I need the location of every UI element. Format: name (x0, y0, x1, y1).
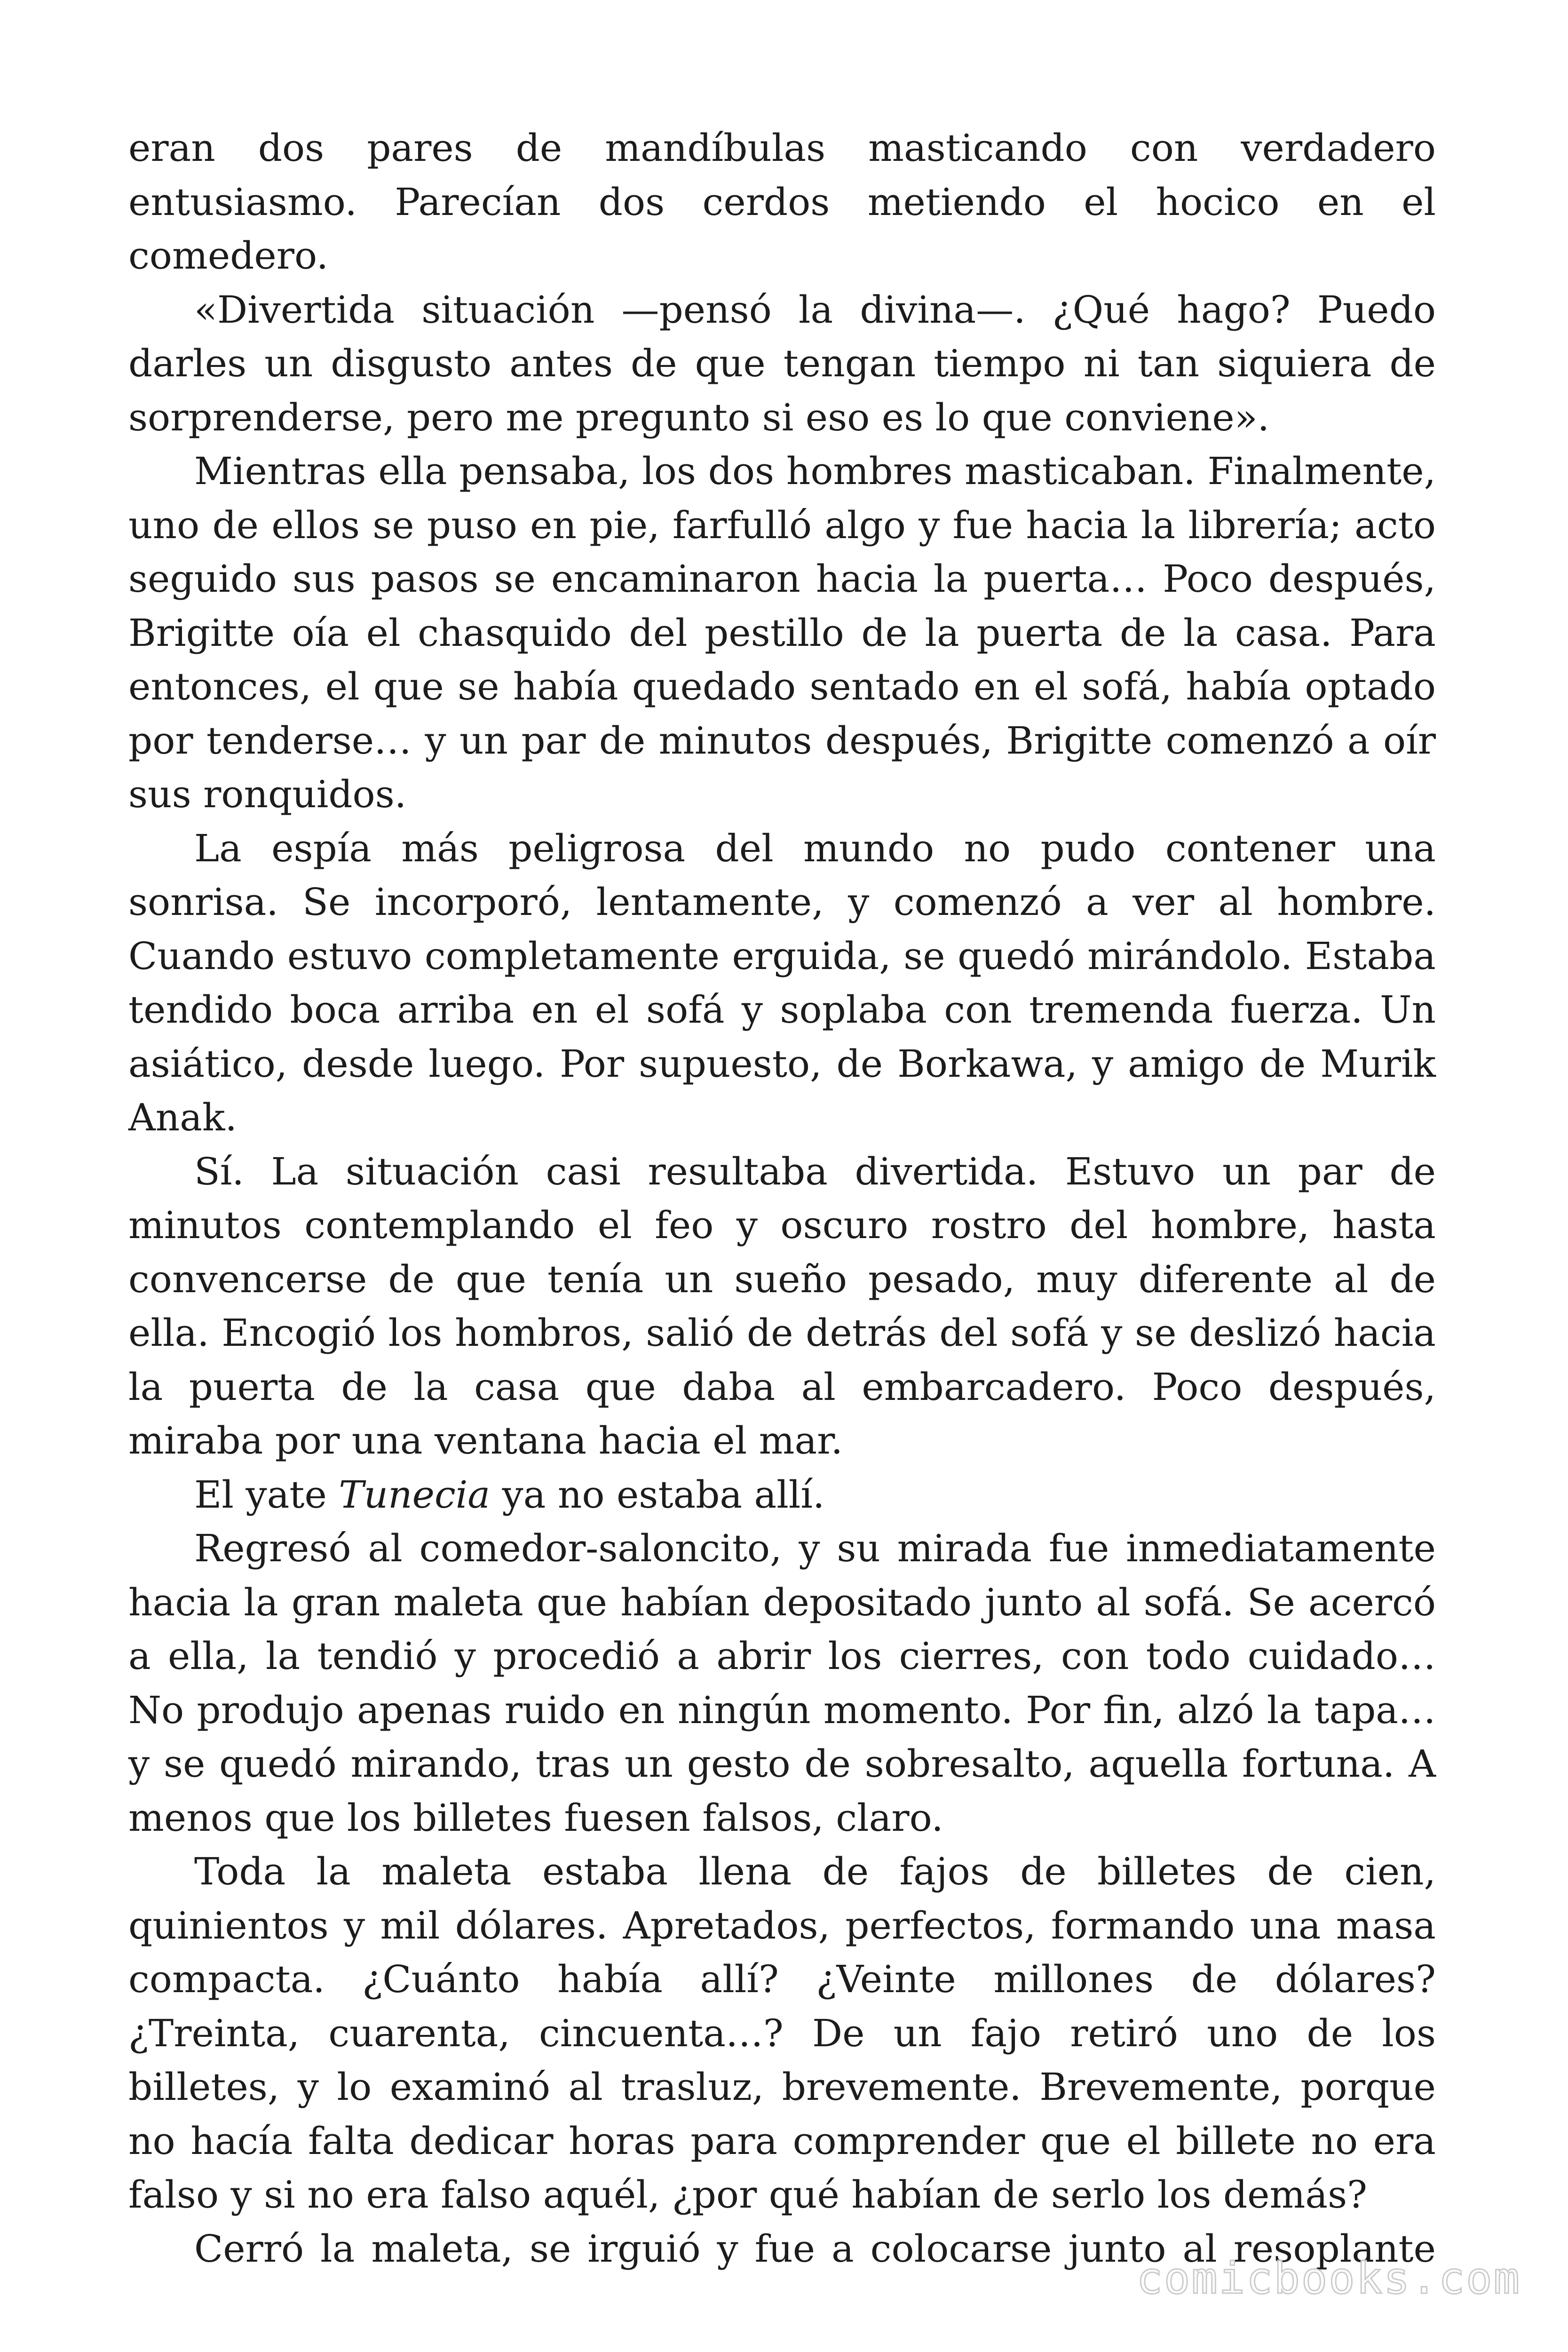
paragraph: Sí. La situación casi resultaba divertida. Estuvo un par de minutos contemplando el feo y oscuro rostro del hombre, hasta convencerse de que tenía un sueño pesado, muy diferente al de ella. Encogió los hombros, salió de detrás del sofá y se deslizó hacia la puerta de la casa que daba al embarcadero. Poco después, miraba por una ventana hacia el mar. (128, 1149, 1436, 1462)
paragraph: Toda la maleta estaba llena de fajos de billetes de cien, quinientos y mil dólares. Apretados, perfectos, formando una masa compacta. ¿Cuánto había allí? ¿Veinte millones de dólares? ¿Treinta, cuarenta, cincuenta…? De un fajo retiró uno de los billetes, y lo examinó al trasluz, brevemente. Brevemente, porque no hacía falta dedicar horas para comprender que el billete no era falso y si no era falso aquél, ¿por qué habían de serlo los demás? (128, 1850, 1436, 2217)
paragraph-part: El yate (194, 1472, 339, 1517)
body-text (128, 121, 1436, 2276)
yacht-name: Tunecia (339, 1472, 491, 1517)
paragraph-part: ya no estaba allí. (490, 1472, 825, 1517)
paragraph-continuation: eran dos pares de mandíbulas masticando con verdadero entusiasmo. Parecían dos cerdos metiendo el hocico en el comedero. (128, 126, 1436, 278)
watermark: comicbooks.com (1136, 2253, 1521, 2304)
paragraph-last: Cerró la maleta, se irguió y fue a colocarse junto al resoplante (194, 2226, 1436, 2271)
paragraph-yacht (128, 1468, 1436, 1522)
paragraph: Regresó al comedor-saloncito, y su mirada fue inmediatamente hacia la gran maleta que habían depositado junto al sofá. Se acercó a ella, la tendió y procedió a abrir los cierres, con todo cuidado… No produjo apenas ruido en ningún momento. Por fin, alzó la tapa… y se quedó mirando, tras un gesto de sobresalto, aquella fortuna. A menos que los billetes fuesen falsos, claro. (128, 1526, 1436, 1840)
paragraph: «Divertida situación —pensó la divina—. ¿Qué hago? Puedo darles un disgusto antes de que tengan tiempo ni tan siquiera de sorprenderse, pero me pregunto si eso es lo que conviene». (128, 287, 1436, 439)
paragraph: La espía más peligrosa del mundo no pudo contener una sonrisa. Se incorporó, lentamente, y comenzó a ver al hombre. Cuando estuvo completamente erguida, se quedó mirándolo. Estaba tendido boca arriba en el sofá y soplaba con tremenda fuerza. Un asiático, desde luego. Por supuesto, de Borkawa, y amigo de Murik Anak. (128, 826, 1436, 1139)
paragraph: Mientras ella pensaba, los dos hombres masticaban. Finalmente, uno de ellos se puso en pie, farfulló algo y fue hacia la librería; acto seguido sus pasos se encaminaron hacia la puerta… Poco después, Brigitte oía el chasquido del pestillo de la puerta de la casa. Para entonces, el que se había quedado sentado en el sofá, había optado por tenderse… y un par de minutos después, Brigitte comenzó a oír sus ronquidos. (128, 449, 1436, 816)
